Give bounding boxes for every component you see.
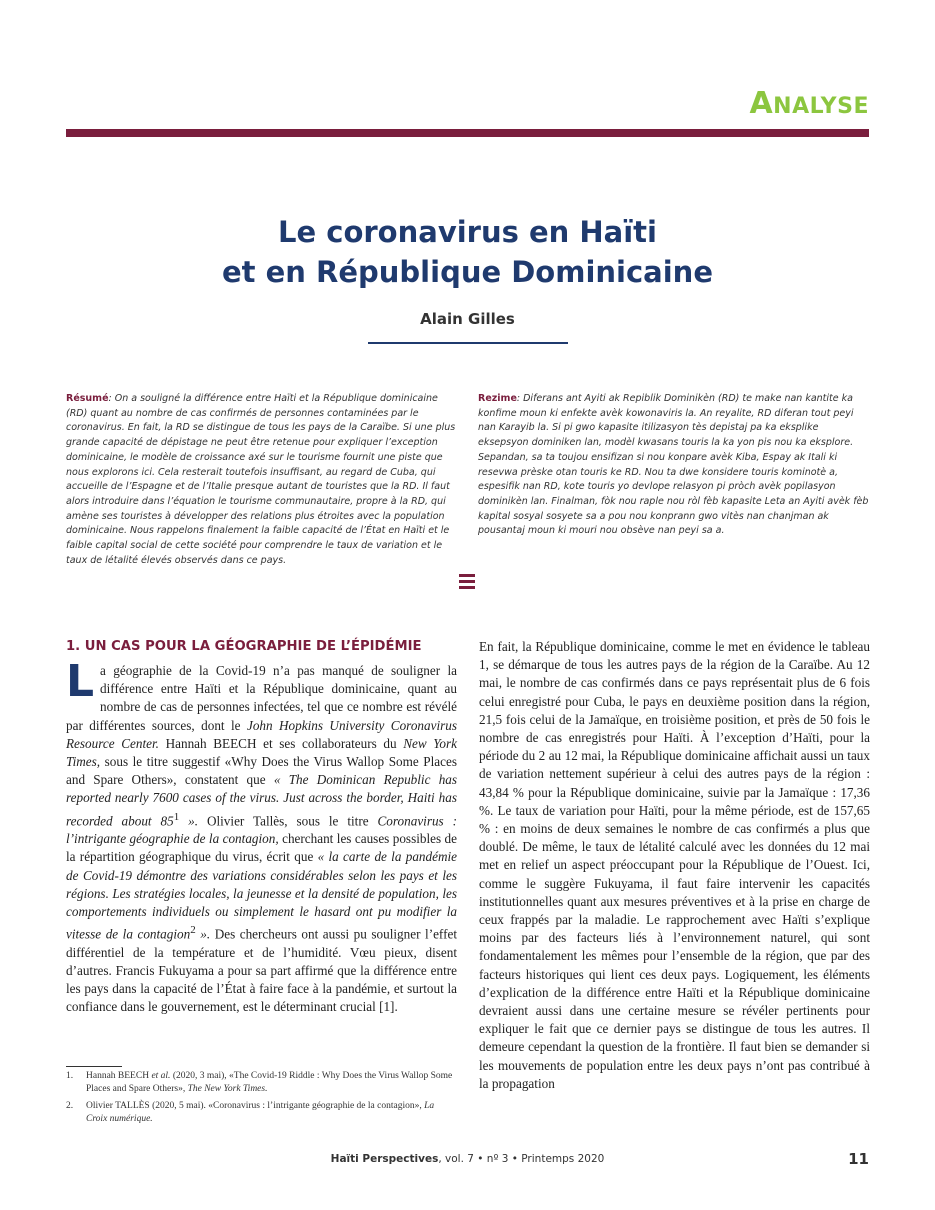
header-rule (66, 129, 869, 137)
body-text: a géographie de la Covid-19 n’a pas manqué de souligner la différence entre Haïti et la République dominicaine, quant au nombre de cas de personnes infectées, tel que ce nombre est révélé par différentes sources, dont le (66, 663, 457, 733)
journal-name: Haïti Perspectives (330, 1153, 439, 1165)
body-paragraph-1 (66, 656, 458, 1017)
body-text: Olivier Tallès, sous le titre (198, 813, 378, 829)
title-line-2: et en République Dominicaine (221, 255, 713, 289)
footnote-rule (66, 1066, 122, 1067)
quote-italic: ». (195, 926, 211, 942)
footnote-text: Hannah BEECH (86, 1071, 152, 1081)
body-text: sous le titre suggestif «Why Does the Virus Wallop Some Places and Spare Others», constatent que (66, 754, 457, 788)
abstract-french (66, 392, 458, 568)
separator-menu-icon (459, 574, 475, 590)
body-paragraph-2: En fait, la République dominicaine, comme le met en évidence le tableau 1, se démarque de tous les autres pays de la région de la Caraïbe. Au 12 mai, le nombre de cas confirmés dans ce pays représentait plus de 6 fois celui enregistré pour Cuba, le pays en deuxième position dans la région, 21,5 fois celui de la Jamaïque, en troisième position, et près de 50 fois le nombre de cas enregistrés pour Haïti. À l’exception d’Haïti, pour la période du 2 au 12 mai, la République dominicaine affichait aussi un taux de variation nettement supérieur à celui des autres pays de la région : 43,84 % pour la République dominicaine, suivie par la Jamaïque : 17,36 %. Le taux de variation pour Haïti, pour la même période, est de 157,65 % : en moins de deux semaines le nombre de cas confirmés a plus que doublé. De même, le taux de létalité calculé avec les données du 12 mai met en relief un aspect préoccupant pour la République de l’Ouest. Ici, comme le suggère Fukuyama, il faut faire intervenir les capacités institutionnelles quant aux mesures préventives et à la prise en charge de ceux frappés par la maladie. Le rapprochement avec Haïti s’explique moins par des facteurs liés à l’environnement naturel, qui sont fondamentalement les mêmes pour l’ensemble de la région, que par des facteurs historiques qui lient ces deux pays. Logiquement, les éléments d’explication de la différence entre Haïti et la République dominicaine devraient aussi dans une certaine mesure se révéler pertinents pour expliquer le fait que ce dernier pays se distingue de tous les autres. Il demeure cependant la question de la frontière. Il faut bien se demander si les mouvements de population entre les deux pays n’ont pas contribué à la propagation (479, 639, 870, 1091)
section-label-initial: A (749, 86, 774, 121)
footnote-text: Olivier TALLÈS (2020, 5 mai). «Coronavirus : l’intrigante géographie de la contagion», (86, 1101, 425, 1111)
footnote-number: 2. (66, 1101, 74, 1111)
abstract-french-label: Résumé (66, 393, 109, 404)
body-text: cherchant les causes possibles de la répartition géographique du virus, écrit que (66, 831, 457, 865)
body-text: Des chercheurs ont aussi pu souligner l’effet différentiel de la température et de l’humidité. Vœu pieux, disent d’autres. Francis Fukuyama a pour sa part affirmé que la différence entre les pays dans la capacité de l’État à faire face à la pandémie, et surtout la confiance dans le gouvernement, est le déterminant crucial [1]. (66, 926, 457, 1015)
body-column-left (66, 638, 457, 1017)
abstract-creole-text: : Diferans ant Ayiti ak Repiblik Dominikèn (RD) te make nan kantite ka konfime moun ki enfekte avèk kowonaviris la. An reyalite, RD diferan tout peyi nan Karayib la. Si pi gwo kapasite itilizasyon tès depistaj pa ka eksplike eksepsyon dominiken lan, modèl kwasans touris la ka yon pis nou ka eksplore. Sepandan, sa ta toujou ensifizan si nou konpare avèk Kiba, Espay ak Itali ki resevwa prèske otan touris ke RD. Nou ta dwe konsidere touris kominotè a, espesifik nan RD, kote touris yo devlope relasyon pi pròch avèk popilasyon dominikèn lan. Finalman, fòk nou raple nou ròl fèb kapasite Leta an Ayiti avèk fèb kapital sosyal sosyete sa a pou nou konprann gwo vitès nan chanjman ak pousantaj moun ki mouri nou obsève nan peyi sa a. (478, 393, 869, 537)
section-label (749, 86, 869, 121)
footnotes (66, 1070, 457, 1130)
footnote-1 (66, 1070, 457, 1095)
footnote-source: The New York Times. (187, 1083, 268, 1094)
drop-cap: L (66, 656, 95, 707)
abstract-creole (478, 392, 870, 539)
article-title (0, 212, 935, 292)
body-text-italic: New York Times, (66, 735, 457, 770)
body-text: Hannah BEECH et ses collaborateurs du (158, 735, 404, 751)
author-rule (368, 342, 568, 344)
abstract-creole-label: Rezime (478, 393, 517, 404)
quote-italic: « The Dominican Republic has reported nearly 7600 cases of the virus. Just across the border, Haiti has recorded about 85 (66, 772, 458, 829)
page-footer (0, 1153, 935, 1165)
footnote-ref-1[interactable]: 1 (173, 810, 180, 823)
journal-issue: , vol. 7 • nº 3 • Printemps 2020 (438, 1153, 605, 1165)
quote-italic: ». (179, 813, 199, 829)
footnote-ref-2[interactable]: 2 (190, 924, 196, 937)
footnote-text-italic: et al. (151, 1071, 171, 1081)
body-column-right (479, 638, 870, 1093)
footnote-text: (2020, 3 mai), «The Covid-19 Riddle : Why Does the Virus Wallop Some Places and Spare Others», (86, 1071, 453, 1094)
section-heading: 1. UN CAS POUR LA GÉOGRAPHIE DE L’ÉPIDÉMIE (66, 639, 422, 654)
page-number: 11 (848, 1150, 869, 1168)
footnote-source: La Croix numérique. (86, 1101, 435, 1124)
section-label-rest: NALYSE (773, 94, 869, 119)
title-line-1: Le coronavirus en Haïti (278, 215, 657, 249)
footnote-2 (66, 1100, 457, 1125)
body-text-italic: John Hopkins University Coronavirus Resource Center. (66, 717, 457, 751)
author-name: Alain Gilles (420, 310, 515, 328)
quote-italic: « la carte de la pandémie de Covid-19 démontre des variations considérables selon les pays et les régions. Les stratégies locales, la jeunesse et la densité de population, les comportements individuels ou simplement le hasard ont pu modifier la vitesse de la contagion (66, 849, 458, 942)
abstract-french-text: : On a souligné la différence entre Haïti et la République dominicaine (RD) quant au nombre de cas confirmés de personnes contaminées par le coronavirus. En fait, la RD se distingue de tous les pays de la Caraïbe. Si une plus grande capacité de dépistage ne peut être retenue pour expliquer l’exception dominicaine, le modèle de croissance axé sur le tourisme fournit une piste que nous explorons ici. Cela resterait toutefois insuffisant, au regard de Cuba, qui accueille de l’Espagne et de l’Italie presque autant de touristes que la RD. Il faut alors introduire dans l’équation le tourisme communautaire, propre à la RD, qui amène ses touristes à développer des relations plus étroites avec la population dominicaine. Nous rappelons finalement la faible capacité de l’État en Haïti et le faible capital social de cette société pour comprendre le taux de variation et le taux de létalité élevés observés dans ce pays. (66, 393, 456, 566)
footnote-number: 1. (66, 1071, 74, 1081)
body-text-italic: Coronavirus : l’intrigante géographie de la contagion, (66, 813, 458, 847)
